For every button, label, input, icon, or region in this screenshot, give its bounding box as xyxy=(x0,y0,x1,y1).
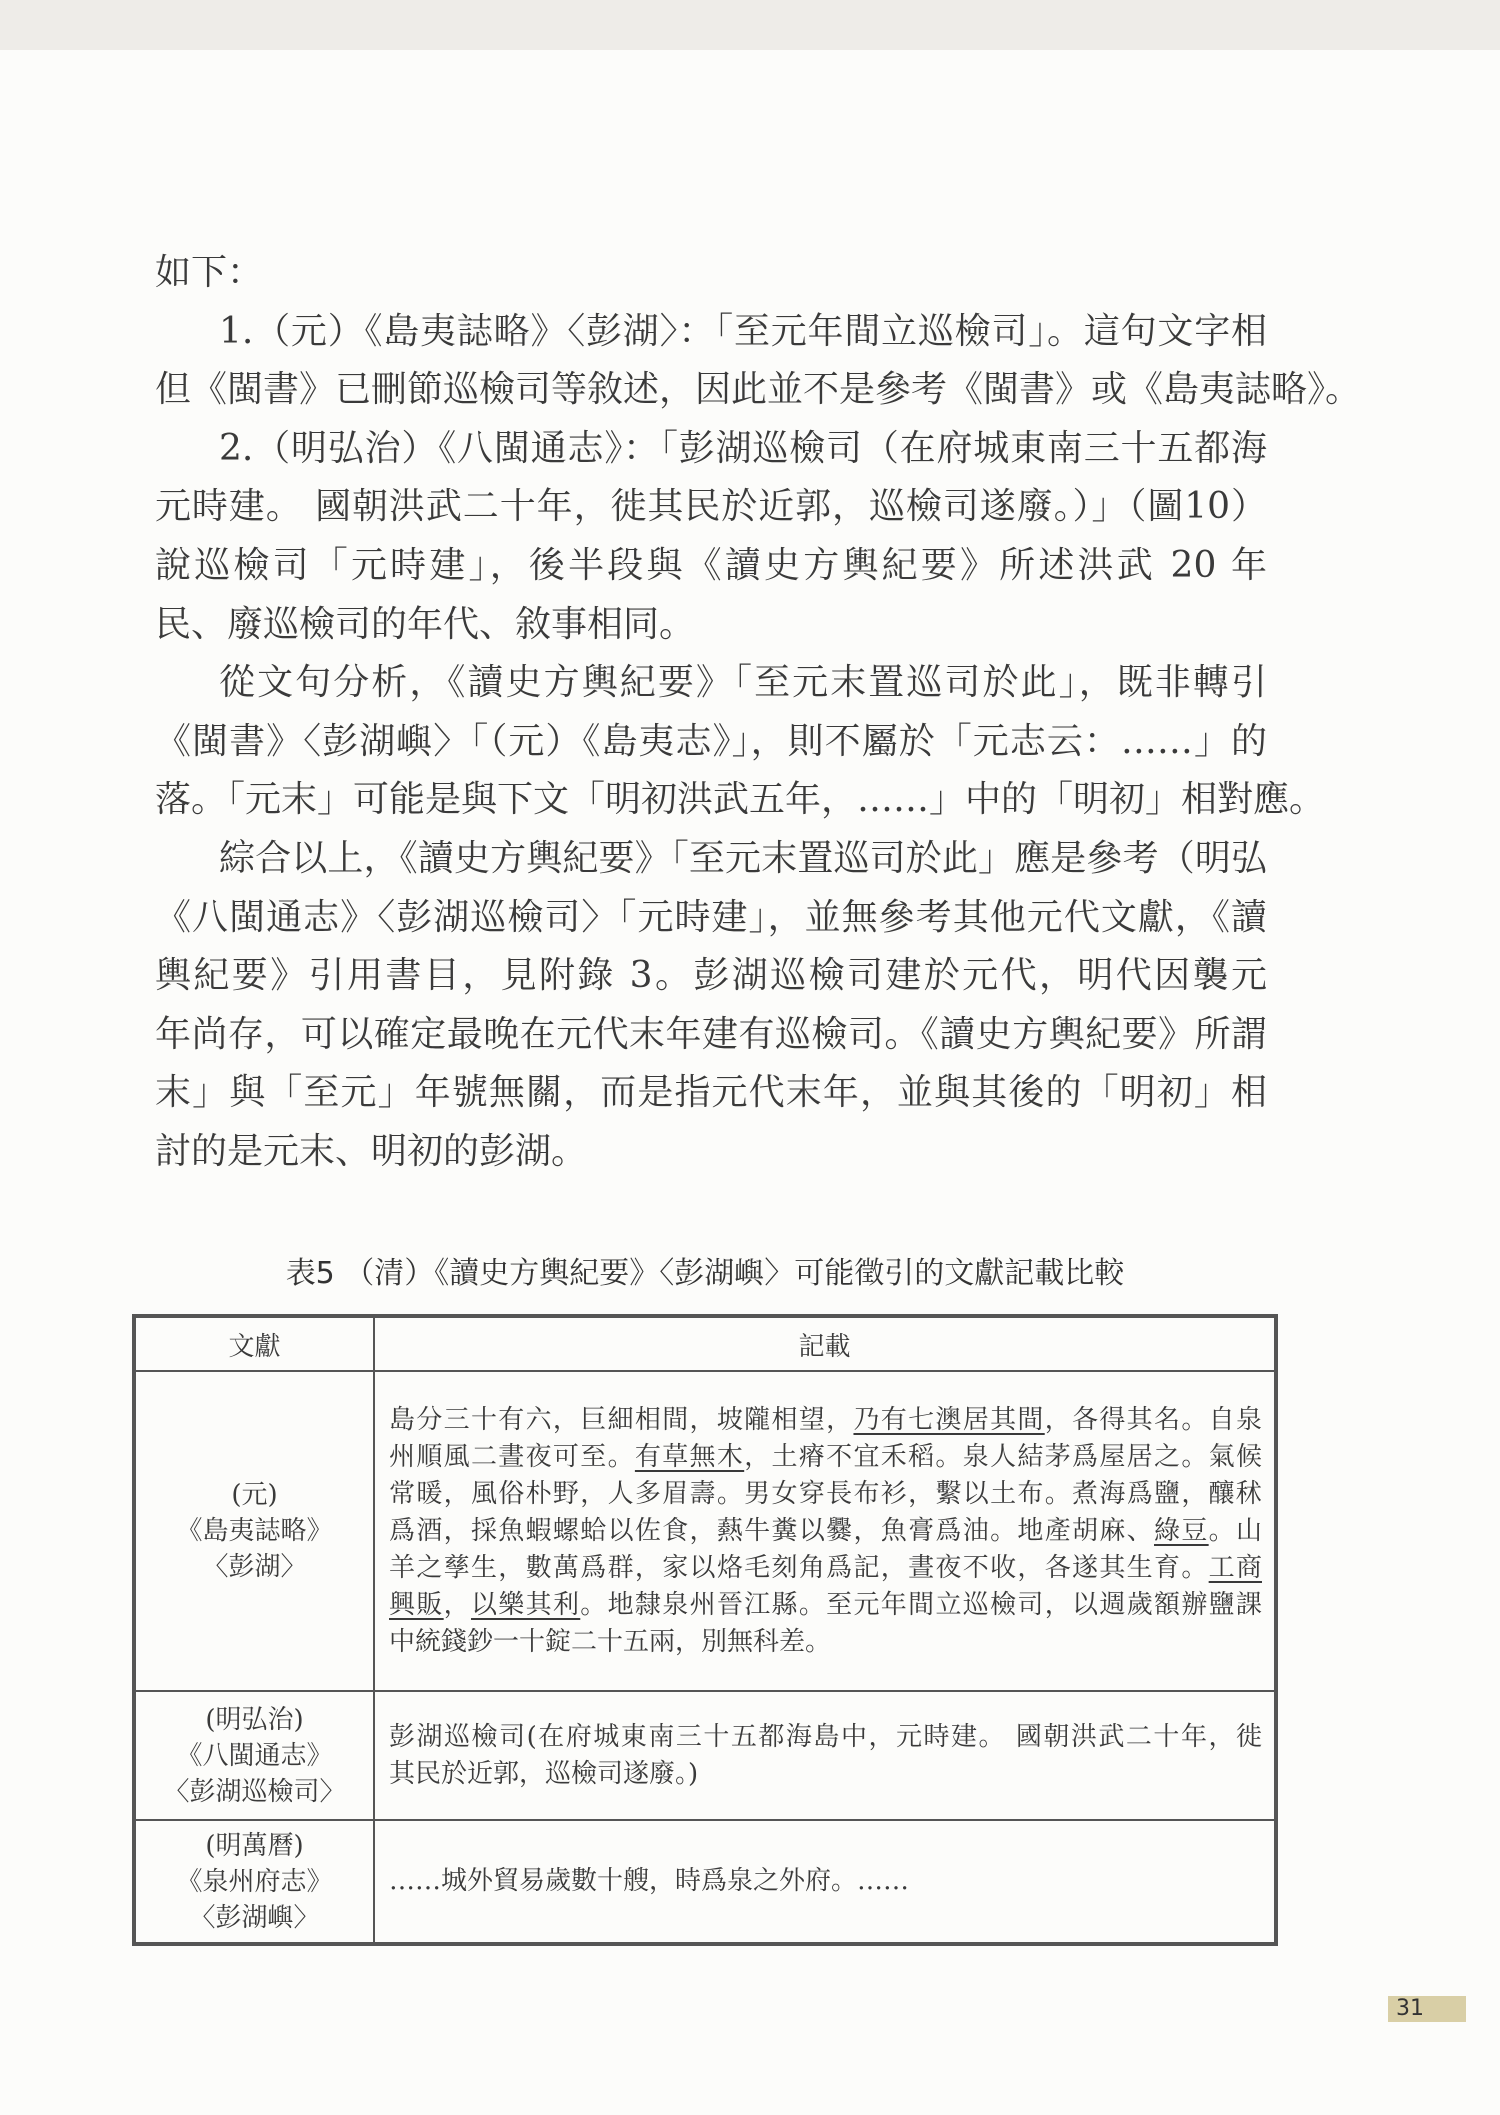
text-line: 《閩書》〈彭湖嶼〉「（元）《島夷志》」，則不屬於「元志云：……」的 xyxy=(155,720,1267,762)
underlined-text: 乃有七澳居其間 xyxy=(853,1404,1045,1435)
source-line: (元) xyxy=(231,1480,278,1510)
record-cell xyxy=(374,1691,1276,1820)
record-line xyxy=(389,1624,1262,1661)
record-text: 島分三十有六，巨細相間，坡隴相望， xyxy=(389,1404,854,1435)
source-line: 《八閩通志》 xyxy=(176,1740,333,1771)
header-source: 文獻 xyxy=(134,1316,374,1371)
text-line: 如下： xyxy=(155,252,264,293)
source-cell xyxy=(134,1820,374,1944)
record-cell xyxy=(374,1820,1276,1944)
source-cell xyxy=(134,1691,374,1820)
table-caption: 表5 （清）《讀史方輿紀要》〈彭湖嶼〉可能徵引的文獻記載比較 xyxy=(285,1256,1125,1291)
record-text: 。地隸泉州晉江縣。至元年間立巡檢司，以週歲額辦鹽課 xyxy=(580,1589,1262,1620)
record-text: ， xyxy=(443,1589,471,1620)
scan-top-band xyxy=(0,0,1500,50)
source-cell xyxy=(134,1371,374,1691)
record-text: ，各得其名。自泉 xyxy=(1044,1404,1262,1435)
header-record: 記載 xyxy=(374,1316,1276,1371)
underlined-text: 工商 xyxy=(1208,1552,1262,1583)
text-line: 元時建。 國朝洪武二十年，徙其民於近郭，巡檢司遂廢。）」（圖10） xyxy=(155,486,1267,528)
record-text: ，土瘠不宜禾稻。泉人結茅爲屋居之。氣候 xyxy=(744,1441,1262,1472)
record-line xyxy=(389,1476,1262,1513)
comparison-table xyxy=(132,1314,1278,1946)
text-line: 說巡檢司「元時建」，後半段與《讀史方輿紀要》所述洪武 20 年 xyxy=(155,544,1267,586)
record-text: 中統錢鈔一十錠二十五兩，別無科差。 xyxy=(389,1626,832,1657)
source-line: 〈彭湖〉 xyxy=(202,1552,307,1582)
record-line xyxy=(389,1402,1262,1439)
record-text: 。山 xyxy=(1208,1515,1262,1546)
record-text: 爲酒，採魚蝦螺蛤以佐食，爇牛糞以爨，魚膏爲油。地產胡麻、 xyxy=(389,1515,1154,1546)
text-line: 輿紀要》引用書目，見附錄 3。彭湖巡檢司建於元代，明代因襲元 xyxy=(155,955,1267,997)
record-cell xyxy=(374,1371,1276,1691)
table-header-row xyxy=(134,1316,1276,1371)
source-line: (明萬曆) xyxy=(205,1830,304,1861)
record-text: 其民於近郭，巡檢司遂廢。) xyxy=(389,1758,699,1789)
record-line xyxy=(389,1513,1262,1550)
paragraph xyxy=(155,830,1267,1182)
record-text: 彭湖巡檢司(在府城東南三十五都海島中，元時建。 國朝洪武二十年，徙 xyxy=(389,1721,1262,1752)
record-text: 州順風二晝夜可至。 xyxy=(389,1441,635,1472)
text-line: 討的是元末、明初的彭湖。 xyxy=(155,1130,588,1172)
underlined-text: 興販 xyxy=(389,1589,444,1620)
source-line: (明弘治) xyxy=(205,1704,304,1735)
page-number: 31 xyxy=(1388,1996,1466,2022)
underlined-text: 以樂其利 xyxy=(470,1589,581,1620)
text-line: 民、廢巡檢司的年代、敘事相同。 xyxy=(155,603,696,645)
source-line: 〈彭湖巡檢司〉 xyxy=(163,1776,346,1807)
table-row xyxy=(134,1371,1276,1691)
paragraph xyxy=(155,303,1362,420)
record-line xyxy=(389,1550,1262,1587)
record-line xyxy=(389,1439,1262,1476)
record-text: 常暖，風俗朴野，人多眉壽。男女穿長布衫，繫以土布。煮海爲鹽，釀秫 xyxy=(389,1478,1262,1509)
source-line: 《島夷誌略》 xyxy=(176,1516,333,1546)
paragraph xyxy=(155,654,1326,830)
table-row xyxy=(134,1691,1276,1820)
record-line xyxy=(389,1863,1262,1900)
paragraph xyxy=(155,420,1267,654)
record-text: ……城外貿易歲數十艘，時爲泉之外府。…… xyxy=(389,1866,910,1896)
text-line: 從文句分析，《讀史方輿紀要》「至元末置巡司於此」，既非轉引 xyxy=(219,662,1267,704)
table-row xyxy=(134,1820,1276,1944)
text-line: 末」與「至元」年號無關，而是指元代末年，並與其後的「明初」相 xyxy=(155,1072,1267,1114)
text-line: 但《閩書》已刪節巡檢司等敘述，因此並不是參考《閩書》或《島夷誌略》。 xyxy=(155,369,1362,411)
text-line: 2.（明弘治）《八閩通志》：「彭湖巡檢司（在府城東南三十五都海 xyxy=(219,427,1267,469)
body-text xyxy=(155,244,1362,1182)
text-line: 年尚存，可以確定最晚在元代末年建有巡檢司。《讀史方輿紀要》所謂 xyxy=(155,1013,1267,1055)
paragraph xyxy=(155,244,1267,303)
text-line: 《八閩通志》〈彭湖巡檢司〉「元時建」，並無參考其他元代文獻，《讀 xyxy=(155,896,1267,938)
record-text: 羊之孳生，數萬爲群，家以烙毛刻角爲記，晝夜不收，各遂其生育。 xyxy=(389,1552,1209,1583)
text-line: 1.（元）《島夷誌略》〈彭湖〉：「至元年間立巡檢司」。這句文字相 xyxy=(219,310,1267,352)
source-line: 〈彭湖嶼〉 xyxy=(189,1902,320,1933)
source-line: 《泉州府志》 xyxy=(176,1866,333,1897)
text-line: 綜合以上，《讀史方輿紀要》「至元末置巡司於此」應是參考（明弘 xyxy=(219,837,1267,879)
underlined-text: 有草無木 xyxy=(634,1441,745,1472)
record-line xyxy=(389,1587,1262,1624)
text-line: 落。「元末」可能是與下文「明初洪武五年，……」中的「明初」相對應。 xyxy=(155,779,1326,821)
underlined-text: 綠豆 xyxy=(1154,1515,1209,1546)
record-line xyxy=(389,1719,1262,1756)
record-line xyxy=(389,1756,1262,1793)
